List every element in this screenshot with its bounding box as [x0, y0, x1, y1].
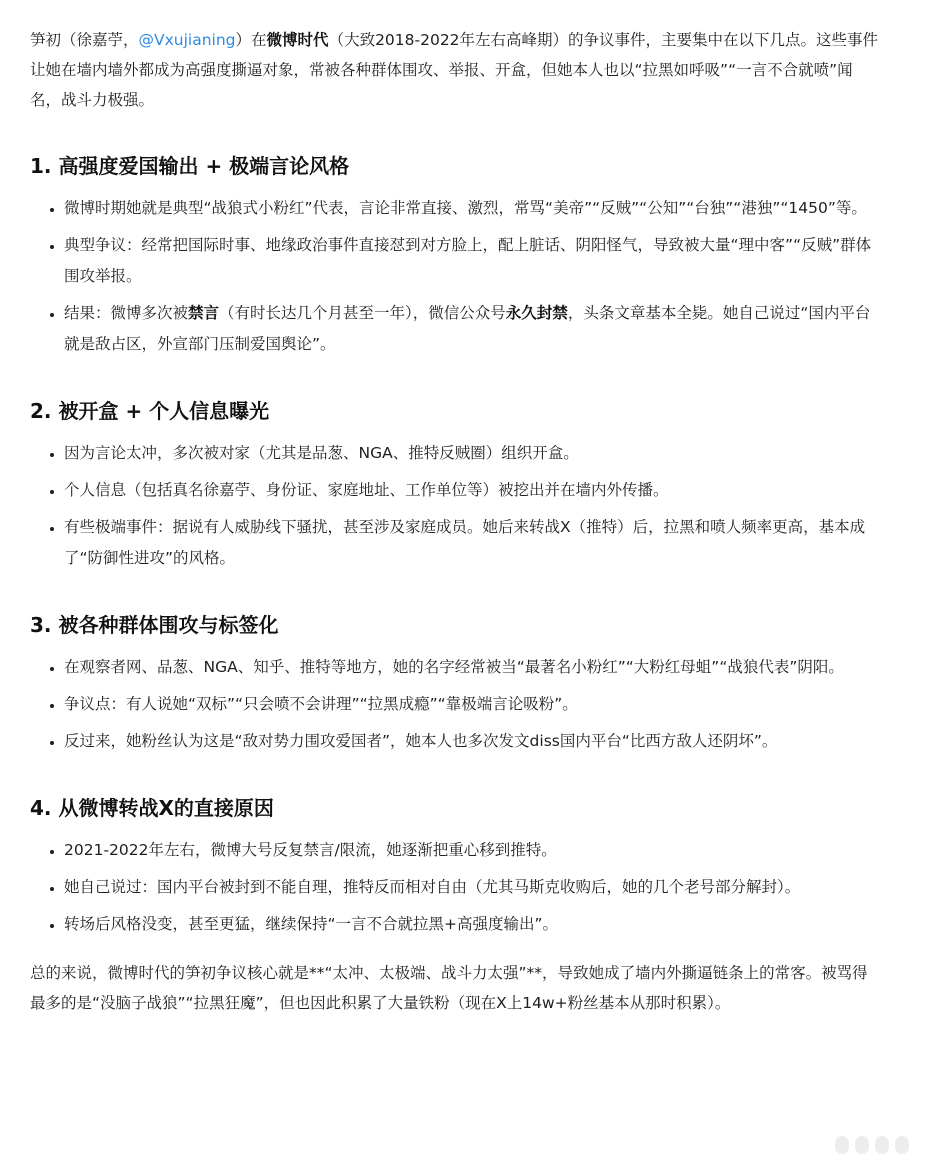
- list-item: • 转场后风格没变，甚至更猛，继续保持“一言不合就拉黑+高强度输出”。: [64, 909, 880, 940]
- section-heading: 3. 被各种群体围攻与标签化: [30, 613, 279, 637]
- intro-text: ）在: [235, 31, 267, 49]
- list-item: • 有些极端事件：据说有人威胁线下骚扰，甚至涉及家庭成员。她后来转战X（推特）后，拉黑和喷人频率更高，基本成了“防御性进攻”的风格。: [64, 512, 880, 574]
- list-item: • 争议点：有人说她“双标”“只会喷不会讲理”“拉黑成瘾”“靠极端言论吸粉”。: [64, 689, 880, 720]
- item-bold: 禁言: [188, 304, 220, 322]
- section-heading: 4. 从微博转战X的直接原因: [30, 796, 274, 820]
- list-item: • 在观察者网、品葱、NGA、知乎、推特等地方，她的名字经常被当“最著名小粉红”“大粉红母蛆”“战狼代表”阴阳。: [64, 652, 880, 683]
- list-item: • 2021-2022年左右，微博大号反复禁言/限流，她逐渐把重心移到推特。: [64, 835, 880, 866]
- list-item: • 典型争议：经常把国际时事、地缘政治事件直接怼到对方脸上，配上脏话、阴阳怪气，导致被大量“理中客”“反贼”群体围攻举报。: [64, 230, 880, 292]
- list-item: • 微博时期她就是典型“战狼式小粉红”代表，言论非常直接、激烈，常骂“美帝”“反贼”“公知”“台独”“港独”“1450”等。: [64, 193, 880, 224]
- bullet-list: [30, 652, 880, 757]
- item-bold: 永久封禁: [505, 304, 568, 322]
- intro-text: 笋初（徐嘉苧，: [30, 31, 139, 49]
- watermark-icon: [835, 1134, 915, 1156]
- bullet-list: [30, 835, 880, 940]
- document: [30, 25, 880, 1018]
- intro-bold: 微博时代: [266, 31, 329, 49]
- section-heading: 2. 被开盒 + 个人信息曝光: [30, 399, 270, 423]
- item-text: 结果：微博多次被: [64, 304, 189, 322]
- intro-text: （大致2018-2022年左右高峰期）的争议事件，主要集中在以下几点。这些事件让她在墙内墙外都成为高强度撕逼对象，常被各种群体围攻、举报、开盒，但她本人也以“拉黑如呼吸”“一言不合就喷”闻名，战斗力极强。: [30, 31, 879, 109]
- bullet-list: [30, 438, 880, 574]
- user-mention-link[interactable]: @Vxujianing: [138, 31, 236, 49]
- item-text: （有时长达几个月甚至一年），微信公众号: [219, 304, 506, 322]
- list-item: • 个人信息（包括真名徐嘉苧、身份证、家庭地址、工作单位等）被挖出并在墙内外传播。: [64, 475, 880, 506]
- item-text: ，头条文章基本全毙。她自己说过“国内平台就是敌占区，外宣部门压制爱国舆论”。: [64, 304, 871, 353]
- intro-paragraph: [30, 25, 880, 115]
- list-item: • 因为言论太冲，多次被对家（尤其是品葱、NGA、推特反贼圈）组织开盒。: [64, 438, 880, 469]
- list-item: • 她自己说过：国内平台被封到不能自理，推特反而相对自由（尤其马斯克收购后，她的几个老号部分解封）。: [64, 872, 880, 903]
- list-item: [64, 298, 880, 360]
- list-item: • 反过来，她粉丝认为这是“敌对势力围攻爱国者”，她本人也多次发文diss国内平台“比西方敌人还阴坏”。: [64, 726, 880, 757]
- conclusion-paragraph: 总的来说，微博时代的笋初争议核心就是**“太冲、太极端、战斗力太强”**，导致她成了墙内外撕逼链条上的常客。被骂得最多的是“没脑子战狼”“拉黑狂魔”，但也因此积累了大量铁粉（现在X上14w+粉丝基本从那时积累）。: [30, 964, 868, 1012]
- section-heading: 1. 高强度爱国输出 + 极端言论风格: [30, 154, 350, 178]
- bullet-list: [30, 193, 880, 360]
